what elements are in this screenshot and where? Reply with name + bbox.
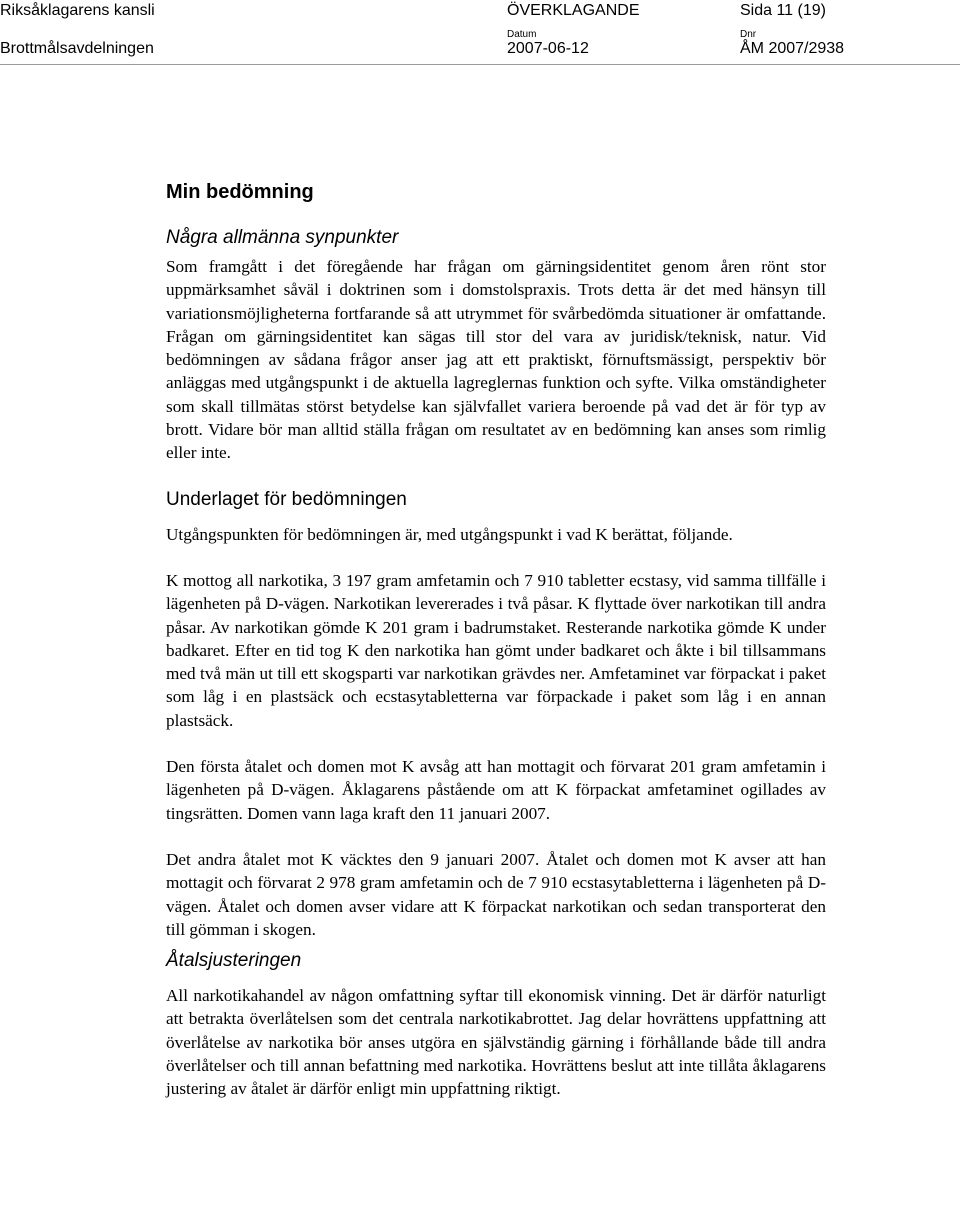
page-title: Min bedömning xyxy=(166,181,314,203)
document-body xyxy=(166,180,826,1101)
header-dnr: ÅM 2007/2938 xyxy=(740,40,845,57)
header-doc-type: ÖVERKLAGANDE xyxy=(507,2,640,19)
paragraph: Den första åtalet och domen mot K avsåg att han mottagit och förvarat 201 gram amfetamin i lägenheten på D-vägen. Åklagarens påstående om att K förpackat amfetaminet ogillades av tingsrätten. Domen vann laga kraft den 11 januari 2007. xyxy=(166,757,826,823)
header-page-number: Sida 11 (19) xyxy=(740,2,826,19)
header-org: Riksåklagarens kansli xyxy=(0,2,155,19)
header-dept: Brottmålsavdelningen xyxy=(0,40,154,57)
paragraph: Utgångspunkten för bedömningen är, med utgångspunkt i vad K berättat, följande. xyxy=(166,524,733,544)
section-heading-allmanna: Några allmänna synpunkter xyxy=(166,227,399,248)
paragraph: All narkotikahandel av någon omfattning syftar till ekonomisk vinning. Det är därför naturligt att betrakta överlåtelsen som det centrala narkotikabrottet. Jag delar hovrättens uppfattning att överlåtelse av narkotika bör anses utgöra en självständig gärning i förhållande både till andra överlåtelser och till annan befattning med narkotika. Hovrättens beslut att inte tillåta åklagarens justering av åtalet är därför enligt min uppfattning riktigt. xyxy=(166,986,826,1099)
paragraph: Som framgått i det föregående har frågan om gärningsidentitet genom åren rönt stor uppmärksamhet såväl i doktrinen som i domstolspraxis. Trots detta är det med hänsyn till variationsmöjligheterna fortfarande så att utrymmet för svårbedömda situationer är omfattande. Frågan om gärningsidentitet kan sägas till stor del vara av juridisk/teknisk, natur. Vid bedömningen av sådana frågor anser jag att ett praktiskt, förnuftsmässigt, perspektiv bör anläggas med utgångspunkt i de aktuella lagreglernas funktion och syfte. Vilka omständigheter som skall tillmätas störst betydelse kan självfallet variera beroende på vad det är för typ av brott. Vidare bör man alltid ställa frågan om resultatet av en bedömning kan anses som rimlig eller inte. xyxy=(166,257,826,463)
paragraph: Det andra åtalet mot K väcktes den 9 januari 2007. Åtalet och domen mot K avser att han mottagit och förvarat 2 978 gram amfetamin och de 7 910 ecstasytabletterna i lägenheten på D-vägen. Åtalet och domen avser vidare att K förpackat narkotikan och sedan transporterat den till gömman i skogen. xyxy=(166,849,826,939)
section-heading-atalsjusteringen: Åtalsjusteringen xyxy=(166,950,302,972)
section-heading-underlaget: Underlaget för bedömningen xyxy=(166,488,407,510)
header-date-label: Datum xyxy=(507,29,537,40)
header-date: 2007-06-12 xyxy=(507,40,589,57)
header-dnr-label: Dnr xyxy=(740,29,757,40)
paragraph: K mottog all narkotika, 3 197 gram amfetamin och 7 910 tabletter ecstasy, vid samma tillfälle i lägenheten på D-vägen. Narkotikan levererades i två påsar. K flyttade över narkotikan till andra påsar. Av narkotikan gömde K 201 gram i badrumstaket. Resterande narkotika gömde K under badkaret. Efter en tid tog K den narkotika han gömt under badkaret och åkte i bil tillsammans med två män ut till ett skogsparti var narkotikan grävdes ner. Amfetaminet var förpackat i paket som låg i en plastsäck och ecstasytabletterna var förpackade i paket som låg i en annan plastsäck. xyxy=(166,570,826,730)
header-divider xyxy=(0,64,960,65)
